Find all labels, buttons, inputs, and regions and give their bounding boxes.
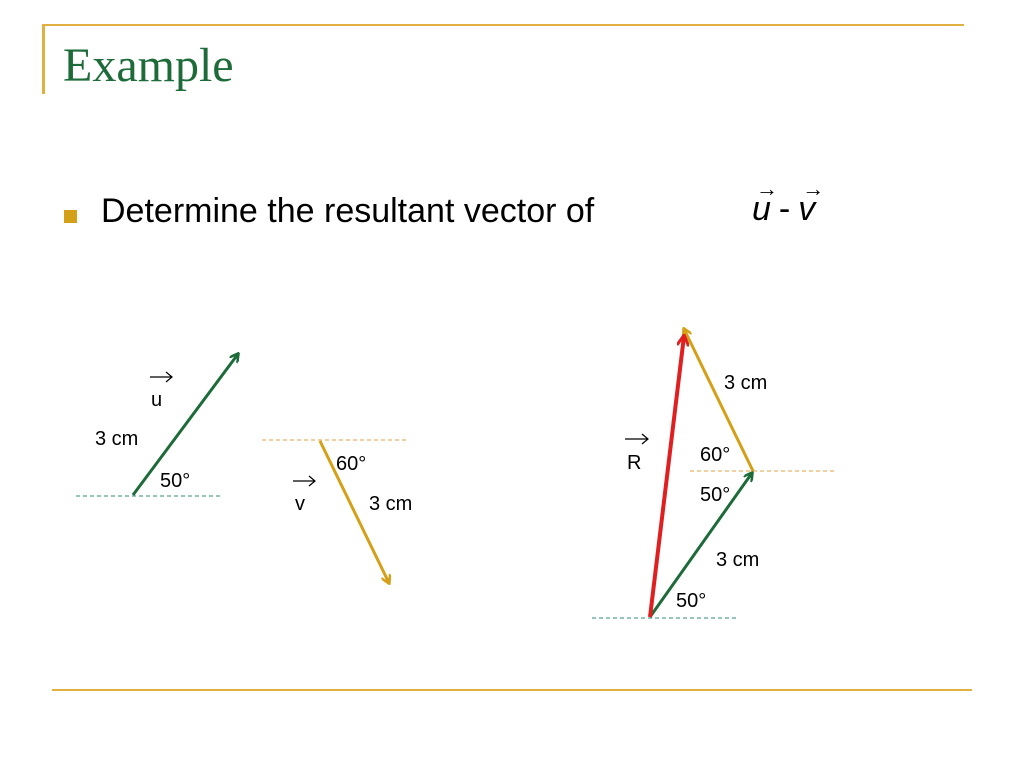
vector-v-group [262,440,412,583]
resultant-u-angle-top: 50° [700,484,731,506]
resultant-v-magnitude: 3 cm [724,372,768,394]
vector-u-magnitude: 3 cm [95,428,139,450]
resultant-R-name-arrow-icon [625,434,648,444]
resultant-v-angle: 60° [700,444,731,466]
expression-var-u: → u [752,176,778,228]
vector-v-name: v [295,493,305,515]
vector-v-name-arrow-icon [293,476,315,486]
resultant-u-magnitude: 3 cm [716,549,760,571]
vector-u-name-arrow-icon [150,372,172,382]
expression-var-v: → v [798,176,825,228]
vector-u-group [76,354,238,496]
resultant-group [592,329,835,618]
resultant-R-name: R [627,452,642,474]
slide-title: Example [63,39,234,92]
vector-u-angle: 50° [160,470,191,492]
vector-u-name: u [151,389,163,411]
resultant-u-angle-base: 50° [676,590,707,612]
expression-operator: - [778,190,791,228]
vector-arrow-icon: → [802,176,825,201]
vector-arrow-icon: → [756,176,778,201]
vector-v-angle: 60° [336,453,367,475]
bullet-text: Determine the resultant vector of [101,192,595,230]
vector-v-magnitude: 3 cm [369,493,413,515]
